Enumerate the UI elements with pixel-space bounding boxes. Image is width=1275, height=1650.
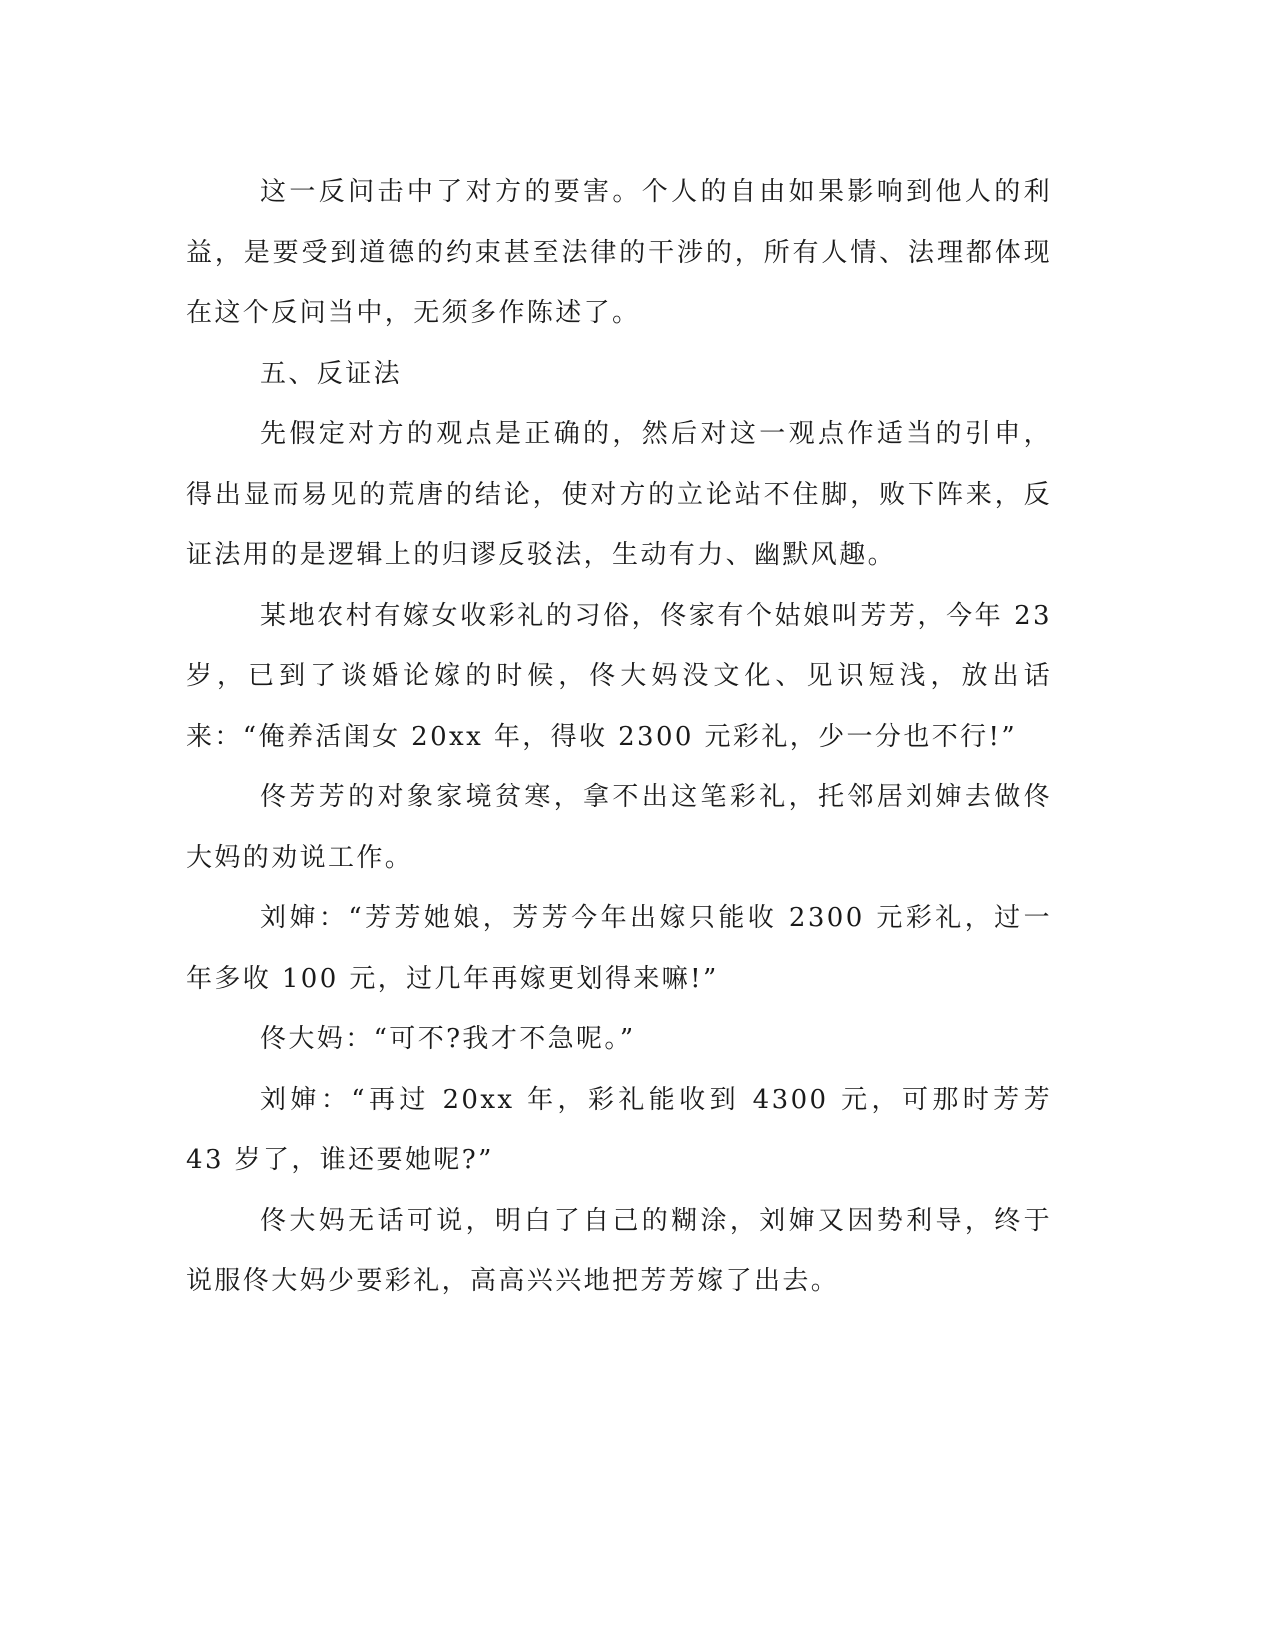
paragraph-dialogue-tong: 佟大妈：“可不?我才不急呢。” [260, 1024, 636, 1054]
paragraph-story-conclusion: 佟大妈无话可说，明白了自己的糊涂，刘婶又因势利导，终于说服佟大妈少要彩礼，高高兴兴地把芳芳嫁了出去。 [186, 1205, 1052, 1296]
paragraph-rhetorical-question-analysis: 这一反问击中了对方的要害。个人的自由如果影响到他人的利益，是要受到道德的约束甚至法律的干涉的，所有人情、法理都体现在这个反问当中，无须多作陈述了。 [186, 177, 1052, 328]
paragraph-dialogue-liu-1: 刘婶：“芳芳她娘，芳芳今年出嫁只能收 2300 元彩礼，过一年多收 100 元，过几年再嫁更划得来嘛!” [186, 903, 1052, 994]
paragraph-story-intro: 某地农村有嫁女收彩礼的习俗，佟家有个姑娘叫芳芳，今年 23 岁，已到了谈婚论嫁的时候，佟大妈没文化、见识短浅，放出话来：“俺养活闺女 20xx 年，得收 2300 元彩礼，少一分也不行!” [186, 600, 1052, 752]
section-heading-reductio: 五、反证法 [260, 358, 403, 389]
document-body [186, 162, 1052, 1312]
paragraph-story-request: 佟芳芳的对象家境贫寒，拿不出这笔彩礼，托邻居刘婶去做佟大妈的劝说工作。 [186, 782, 1052, 873]
paragraph-dialogue-liu-2: 刘婶：“再过 20xx 年，彩礼能收到 4300 元，可那时芳芳 43 岁了，谁还要她呢?” [186, 1084, 1052, 1175]
paragraph-reductio-definition: 先假定对方的观点是正确的，然后对这一观点作适当的引申，得出显而易见的荒唐的结论，使对方的立论站不住脚，败下阵来，反证法用的是逻辑上的归谬反驳法，生动有力、幽默风趣。 [186, 419, 1052, 570]
